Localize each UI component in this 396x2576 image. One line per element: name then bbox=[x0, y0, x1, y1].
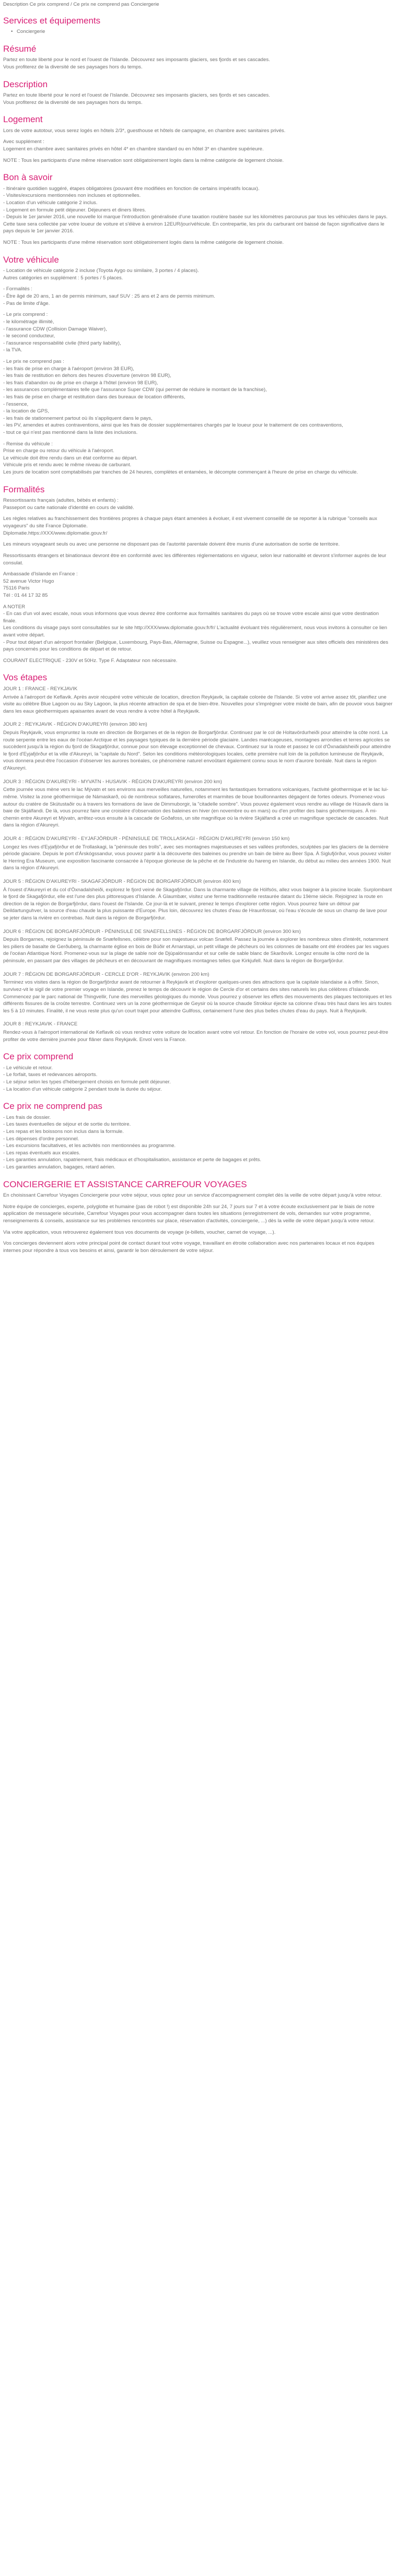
day-text: Depuis Borgarnes, rejoignez la péninsule de Snæfellsnes, célèbre pour son majestueux volcan Snæfell. Passez la journée à explorer les nombreux sites d'intérêt, notamment les piliers de basalte de Gerðuberg, la charmante église en bois de Búðir et Arnarstapi, un petit village de pêcheurs où les colonnes de basalte ont été érodées par les vagues de l'océan Atlantique Nord. Promenez-vous sur la plage de sable noir de Djúpalónssandur et sur celle de sable blanc de Skarðsvík. Longez ensuite la côte nord de la péninsule, en passant par des villages de pêcheurs et en découvrant de magnifiques montagnes telles que Kirkjufell. Nuit dans la région de Borgarfjördur. bbox=[3, 937, 389, 964]
bon-savoir-note: NOTE : Tous les participants d'une même réservation sont obligatoirement logés dans la même catégorie de logement choisie. bbox=[3, 240, 284, 246]
day-text: Cette journée vous mène vers le lac Mývatn et ses environs aux merveilles naturelles, notamment les fantastiques formations volcaniques, l'activité géothermique et le lac lui-même. Visitez la zone géothermique de Námaskarð, où de nombreux solfatares, fumerolles et marmites de boue bouillonnantes dégagent de fortes odeurs. Promenez-vous autour du cratère de Skútustaðir ou à travers les formations de lave de Dimmuborgir, la "citadelle sombre". Vous pouvez également vous rendre au village de Húsavík dans la baie de Skjálfandi. De là, vous pourrez faire une croisière d'observation des baleines en hiver (en novembre ou en mars) ou d'en profiter des bains géothermiques. À mi-chemin entre Akureyri et Mývatn, arrêtez-vous ensuite à la cascade de Goðafoss, un site magnifique où la rivière Skjálfandi a créé un magnifique spectacle de cascades. Nuit dans la région d'Akureyri. bbox=[3, 787, 389, 829]
formalites-paragraph: Les mineurs voyageant seuls ou avec une personne ne disposant pas de l'autorité parentale doivent être munis d'une autorisation de sortie de territoire. bbox=[3, 541, 340, 548]
bon-savoir-title: Bon à savoir bbox=[3, 172, 53, 183]
description-line bbox=[3, 1, 393, 8]
description-text: Partez en toute liberté pour le nord et l'ouest de l'Islande. Découvrez ses imposants glaciers, ses fjords et ses cascades. Vous profiterez de la diversité de ses paysages hors du temps. bbox=[3, 92, 270, 105]
vehicule-prix-comprend: - Le prix comprend : - le kilométrage illimité, - l'assurance CDW (Collision Damage Waiver), - le second conducteur, - l'assurance responsabilité civile (third party liability), - la TVA. bbox=[3, 312, 121, 353]
bon-savoir-section bbox=[3, 172, 393, 246]
day-heading: JOUR 2 : REYKJAVIK - RÉGION D'AKUREYRI (environ 380 km) bbox=[3, 722, 147, 728]
day-heading: JOUR 6 : RÉGION DE BORGARFJÖRDUR - PÉNINSULE DE SNAEFELLSNES - RÉGION DE BORGARFJÖRDUR (environ 300 km) bbox=[3, 928, 301, 935]
description-title: Description bbox=[3, 79, 48, 89]
conciergerie-section bbox=[3, 1179, 393, 1255]
day-text: À l'ouest d'Akureyri et du col d'Öxnadalsheiði, explorez le fjord veiné de Skagafjördur. Dans la charmante village de Hólfsós, allez vous baigner à la piscine locale. Surplombant le fjord de Skagafjördur, elle est l'une des plus pittoresques d'Islande. À Glaumbær, visitez une ferme traditionnelle restaurée datant du 19ème siècle. Rejoignez la route en direction de la région de Borgarfjördur, dans l'ouest de l'Islande. Ce jour-là et le suivant, prenez le temps d'explorer cette région. Vous pourrez faire un détour par Deildartunguhver, la source d'eau chaude la plus puissante d'Europe. Plus loin, découvrez les chutes d'eau de Hraunfossar, où l'eau s'écoule de sous un champ de lave pour se jeter dans la rivière en contrebas. Nuit dans la région de Borgarfjördur. bbox=[3, 887, 392, 921]
formalites-section bbox=[3, 485, 393, 665]
prix-ne-comprend-section bbox=[3, 1101, 393, 1171]
logement-section bbox=[3, 114, 393, 164]
day-text: Terminez vos visites dans la région de Borgarfjördur avant de retourner à Reykjavík et d'explorer quelques-unes des attractions que la capitale islandaise a à offrir. Sinon, survivez-vit le sigil de votre premier voyage en Islande, prenez le temps de découvrir le région de Cercle d'or et certains des sites naturels les plus célèbres d'Islande. Commencez par le parc national de Thingvellir, l'une des merveilles géologiques du monde. Vous pourrez y observer les effets des mouvements des plaques tectoniques et les différents fissures de la croûte terrestre. Continuez vers un la zone géothermique de Geysir où la source chaude Strokkur éjecte sa colonne d'eau très haut dans les airs toutes les 5 à 10 minutes. Finalité, il ne vous reste plus qu'un court trajet pour atteindre Gullfoss, certainement l'une des plus belles chutes d'eau du pays. Nuit à Reykjavik. bbox=[3, 979, 392, 1014]
day-block bbox=[3, 878, 393, 922]
vehicule-prix-ne-comprend: - Le prix ne comprend pas : - les frais de prise en charge à l'aéroport (environ 38 EUR), - les frais de restitution en dehors des heures d'ouverture (environ 98 EUR), - les frais d'abandon ou de prise en charge à l'hôtel (environ 98 EUR), - les assurances complémentaires telle que l'assurance Super CDW (qui permet de réduire le montant de la franchise), - les frais de prise en charge et restitution dans des bureaux de location différents, - l'essence, - la location de GPS, - les frais de stationnement partout où ils s'appliquent dans le pays, - les PV, amendes et autres contraventions, ainsi que les frais de dossier supplémentaires chargés par le loueur pour le traitement de ces contraventions, - tout ce qui n'est pas mentionné dans la liste des inclusions. bbox=[3, 358, 343, 436]
logement-title: Logement bbox=[3, 114, 43, 125]
day-heading: JOUR 8 : REYKJAVIK - FRANCE bbox=[3, 1021, 78, 1027]
description-section bbox=[3, 79, 393, 107]
services-title: Services et équipements bbox=[3, 15, 101, 26]
resume-text: Partez en toute liberté pour le nord et l'ouest de l'Islande. Découvrez ses imposants glaciers, ses fjords et ses cascades. Vous profiterez de la diversité de ses paysages hors du temps. bbox=[3, 57, 270, 70]
formalites-a-noter: A NOTER - En cas d'un vol avec escale, nous vous informons que vous devrez être conforme aux formalités sanitaires du pays où se trouve votre escale ainsi que votre destination finale. Les conditions du visage pays sont consultables sur le site http://XXX/www.diplomatie.gouv.fr/fr/ L'actualité évoluant très régulièrement, nous vous invitons à consulter ce lien avant votre départ. - Pour tout départ d'un aéroport frontalier (Belgique, Luxembourg, Pays-Bas, Allemagne, Suisse ou Espagne...), veuillez vous renseigner aux sites officiels des ministères des pays concernés pour les conditions de départ et de retour. bbox=[3, 604, 389, 653]
etapes-title: Vos étapes bbox=[3, 672, 48, 683]
vehicule-title: Votre véhicule bbox=[3, 254, 59, 265]
day-heading: JOUR 4 : RÉGION D'AKUREYRI - EYJAFJÖRÐUR - PÉNINSULE DE TROLLASKAGI - RÉGION D'AKUREYRI (environ 150 km) bbox=[3, 835, 290, 842]
day-block bbox=[3, 686, 393, 715]
resume-title: Résumé bbox=[3, 43, 37, 54]
vehicule-remise: - Remise du véhicule : Prise en charge ou retour du véhicule à l'aéroport. Le véhicule doit être rendu dans un état conforme au départ. Véhicule pris et rendu avec le même niveau de carburant. Les jours de location sont comptabilisés par tranches de 24 heures, complètes et entamées, le décompte commençant à l'heure de prise en charge du véhicule. bbox=[3, 441, 358, 476]
day-block bbox=[3, 928, 393, 965]
conciergerie-title: CONCIERGERIE ET ASSISTANCE CARREFOUR VOYAGES bbox=[3, 1179, 247, 1189]
vehicule-formalites: - Formalités : - Être âgé de 20 ans, 1 an de permis minimum, sauf SUV : 25 ans et 2 ans de permis minimum. - Pas de limite d'âge. bbox=[3, 286, 215, 306]
services-section bbox=[3, 16, 393, 36]
day-block bbox=[3, 1021, 393, 1043]
resume-section bbox=[3, 44, 393, 71]
product-page bbox=[0, 0, 396, 1266]
day-text: Rendez-vous à l'aéroport international de Keflavik où vous rendrez votre voiture de location avant votre vol retour. En fonction de l'horaire de votre vol, vous pourrez peut-être profiter de votre dernière journée pour flâner dans Reykjavik. Envol vers la France. bbox=[3, 1029, 388, 1043]
prix-ne-comprend-title: Ce prix ne comprend pas bbox=[3, 1101, 102, 1112]
services-item: • Conciergerie bbox=[17, 28, 393, 36]
etapes-section bbox=[3, 672, 393, 1043]
prix-comprend-title: Ce prix comprend bbox=[3, 1051, 74, 1062]
conciergerie-paragraph: Via votre application, vous retrouverez également tous vos documents de voyage (e-billets, voucher, carnet de voyage, ...). bbox=[3, 1229, 276, 1235]
conciergerie-paragraph: Vos concierges deviennent alors votre principal point de contact durant tout votre voyage, travaillant en étroite collaboration avec nos partenaires locaux et nos équipes internes pour répondre à tous vos besoins et ainsi, garantir le bon déroulement de votre séjour. bbox=[3, 1240, 375, 1254]
description-line-text: Description Ce prix comprend / Ce prix ne comprend pas Conciergerie bbox=[3, 2, 159, 7]
logement-note: NOTE : Tous les participants d'une même réservation sont obligatoirement logés dans la même catégorie de logement choisie. bbox=[3, 157, 284, 163]
bon-savoir-text: - Itinéraire quotidien suggéré, étapes obligatoires (pouvant être modifiées en fonction de certains impératifs locaux). - Visites/excursions mentionnées non incluses et optionnelles. - Location d'un véhicule catégorie 2 inclus. - Logement en formule petit déjeuner. Déjeuners et diners libres. - Depuis le 1er janvier 2016, une nouvelle loi marque l'introduction généralisée d'une taxation routière basée sur les kilomètres parcourus par tous les véhicules dans le pays. Cette taxe sera collectée par votre loueur de voiture et s'élève à environ 12EUR/jour/véhicule. En contrepartie, les prix du carburant ont baissé de façon significative dans le pays depuis le 1er janvier 2016. bbox=[3, 185, 388, 234]
prix-ne-comprend-text: - Les frais de dossier. - Les taxes éventuelles de séjour et de sortie du territoire. - Les repas et les boissons non inclus dans la formule. - Les dépenses d'ordre personnel. - Les excursions facultatives, et les activités non mentionnées au programme. - Les repas éventuels aux escales. - Les garanties annulation, rapatriement, frais médicaux et d'hospitalisation, assistance et perte de bagages et prêts. - Les garanties annulation, bagages, retard aérien. bbox=[3, 1114, 262, 1170]
ambassade-address: Ambassade d'Islande en France : 52 avenue Victor Hugo 75116 Paris Tél : 01 44 17 32 85 bbox=[3, 571, 78, 598]
day-text: Depuis Reykjavik, vous empruntez la route en direction de Borgarnes et de la région de Borgarfjördur. Continuez par le col de Holtavördurheiði pour atteindre la côte nord. La route serpente entre les eaux de l'océan Arctique et les paysages typiques de la dernière période glaciaire. Landes marécageuses, montagnes arrondies et terres agricoles se succèdent jusqu'à la région du fjord de Skagafjördur, connue pour son élevage exceptionnel de chevaux. Continuez sur la route et passez le col d'Öxnadalsheiði pour atteindre le fjord d'Eyjafjörður et la ville d'Akureyri, la "capitale du Nord". Selon les conditions météorologiques locales, cette première nuit loin de la pollution lumineuse de Reykjavik, vous donnera peut-être l'occasion d'observer les aurores boréales, ce phénomène naturel envoûtant également connu sous le nom d'aurore boréale. Nuit dans la région d'Akureyri. bbox=[3, 730, 391, 772]
day-heading: JOUR 5 : RÉGION D'AKUREYRI - SKAGAFJÖRDUR - RÉGION DE BORGARFJÖRDUR (environ 400 km) bbox=[3, 879, 241, 884]
formalites-paragraph: Ressortissants étrangers et binationaux devront être en conformité avec les différentes réglementations en vigueur, selon leur nationalité et devront s'informer auprès de leur consulat. bbox=[3, 552, 387, 566]
conciergerie-paragraph: En choisissant Carrefour Voyages Conciergerie pour votre séjour, vous optez pour un service d'accompagnement complet dès la veille de votre départ jusqu'à votre retour. bbox=[3, 1192, 382, 1199]
services-list bbox=[3, 28, 393, 36]
day-heading: JOUR 7 : RÉGION DE BORGARFJÖRDUR - CERCLE D'OR - REYKJAVIK (environ 200 km) bbox=[3, 971, 209, 977]
day-text: Longez les rives d'Eyjafjörður et de Trollaskagi, la "péninsule des trolls", avec ses montagnes majestueuses et ses vallées profondes, sculptées par les glaciers de la dernière période glaciaire. Depuis le port d'Árskógssandur, vous pouvez partir à la découverte des baleines ou prendre un bain de bière au Beer Spa. À Siglufjörður, vous pouvez visiter le Herring Era Museum, une exposition fascinante consacrée à l'époque glorieuse de la pêche et de l'industrie du hareng en Islande, du début au milieu des années 1900. Nuit dans la région d'Akureyri. bbox=[3, 844, 391, 871]
prix-comprend-text: - Le véhicule et retour. - Le forfait, taxes et redevances aéroports. - Le séjour selon les types d'hébergement choisis en formule petit déjeuner. - La location d'un véhicule catégorie 2 pendant toute la durée du séjour. bbox=[3, 1065, 171, 1092]
day-block bbox=[3, 721, 393, 772]
conciergerie-paragraph: Notre équipe de concierges, experte, polyglotte et humaine (pas de robot !) est disponible 24h sur 24, 7 jours sur 7 et à votre écoute exclusivement par le biais de notre application de messagerie sécurisée, Carrefour Voyages pour vous accompagner dans toutes les situations (enregistrement de vols, demandes sur votre programme, renseignements & conseils, assistance sur les problèmes rencontrés sur place, réservation d'activités, conciergerie, ...) dès la veille de votre départ jusqu'à votre retour. bbox=[3, 1203, 375, 1224]
day-block bbox=[3, 835, 393, 872]
vehicule-section bbox=[3, 255, 393, 476]
logement-paragraph: Avec supplément : Logement en chambre avec sanitaires privés en hôtel 4* en chambre standard ou en hôtel 3* en chambre supérieure. bbox=[3, 139, 264, 152]
day-heading: JOUR 1 : FRANCE - REYKJAVIK bbox=[3, 686, 78, 692]
formalites-paragraph: Ressortissants français (adultes, bébés et enfants) : Passeport ou carte nationale d'identité en cours de validité. bbox=[3, 498, 134, 511]
formalites-paragraph: Les règles relatives au franchissement des frontières propres à chaque pays étant amenées à évoluer, il est vivement conseillé de se reporter à la rubrique "conseils aux voyageurs" du site France Diplomatie. Diplomatie.https://XXX/www.diplomatie.gouv.fr/ bbox=[3, 516, 377, 536]
formalites-title: Formalités bbox=[3, 484, 45, 494]
day-heading: JOUR 3 : RÉGION D'AKUREYRI - MYVATN - HUSAVIK - RÉGION D'AKUREYRI (environ 200 km) bbox=[3, 778, 222, 785]
courant-electrique: COURANT ELECTRIQUE - 230V et 50Hz. Type F. Adaptateur non nécessaire. bbox=[3, 657, 178, 664]
vehicule-paragraph: - Location de véhicule catégorie 2 incluse (Toyota Aygo ou similaire, 3 portes / 4 places). Autres catégories en supplément : 5 portes / 5 places. bbox=[3, 268, 199, 281]
prix-comprend-section bbox=[3, 1051, 393, 1093]
logement-paragraph: Lors de votre autotour, vous serez logés en hôtels 2/3*, guesthouse et hôtels de campagne, en chambre avec sanitaires privés. bbox=[3, 127, 286, 134]
day-block bbox=[3, 778, 393, 829]
day-text: Arrivée à l'aéroport de Keflavik. Après avoir récupéré votre véhicule de location, direction Reykjavik, la capitale colorée de l'Islande. Si votre vol arrive assez tôt, planifiez une visite au célèbre Blue Lagoon ou au Sky Lagoon, la plus récente attraction de spa et de bien-être. Nouvelles pour s'imprégner votre mixité de bain, afin de pouvoir vous baigner dans les eaux géothermiques apaisantes avant de vous rendre à votre hôtel à Reykjavik. bbox=[3, 694, 393, 714]
day-block bbox=[3, 971, 393, 1015]
